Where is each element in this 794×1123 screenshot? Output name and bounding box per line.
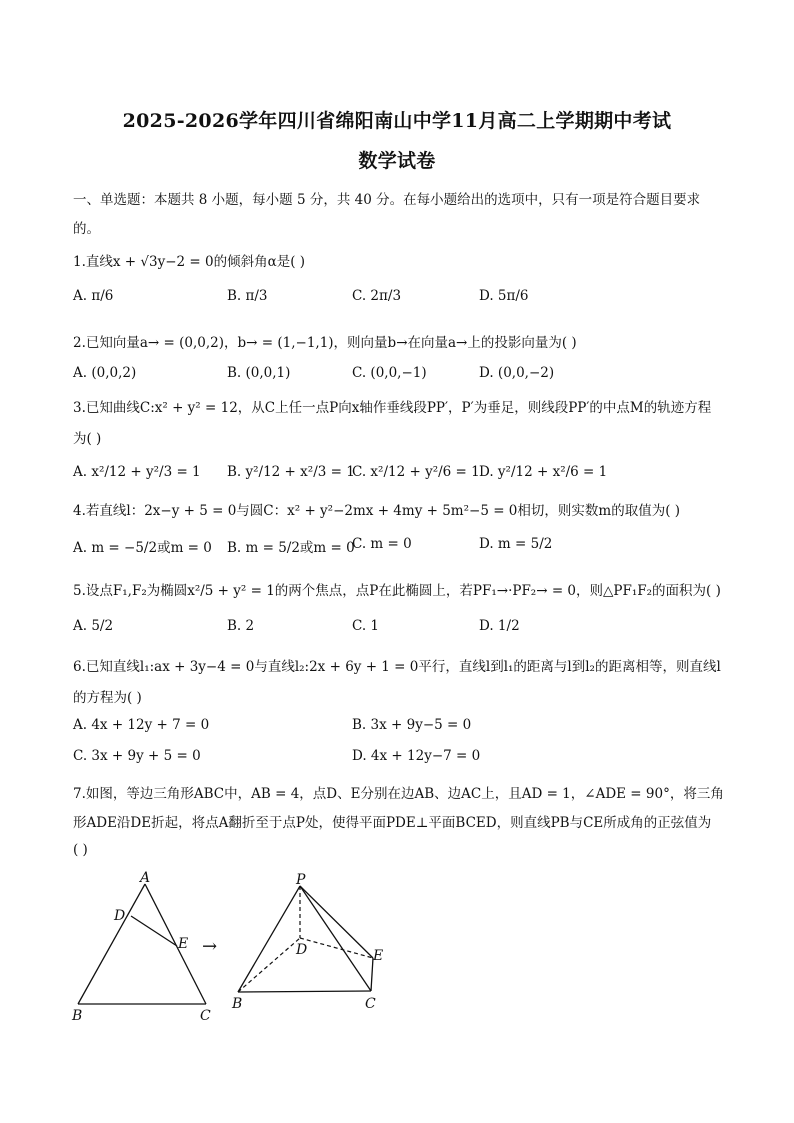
question-3-option-b: B. y²/12 + x²/3 = 1: [227, 464, 355, 480]
label-c-pyramid: C: [365, 996, 376, 1012]
question-6-option-a: A. 4x + 12y + 7 = 0: [73, 717, 210, 733]
question-6-option-c: C. 3x + 9y + 5 = 0: [73, 748, 201, 764]
question-3-option-c: C. x²/12 + y²/6 = 1: [352, 464, 480, 480]
question-7-stem-line2: 形ADE沿DE折起，将点A翻折至于点P处，使得平面PDE⊥平面BCED，则直线PB与CE所成角的正弦值为: [73, 815, 712, 831]
question-7-stem-line1: 7.如图，等边三角形ABC中，AB = 4，点D、E分别在边AB、边AC上，且AD = 1，∠ADE = 90°，将三角: [73, 786, 724, 802]
label-p: P: [296, 872, 306, 888]
question-2-stem: 2.已知向量a→ = (0,0,2)，b→ = (1,−1,1)，则向量b→在向量a→上的投影向量为( ): [73, 335, 577, 351]
question-6-stem-line2: 的方程为( ): [73, 690, 142, 706]
label-a: A: [140, 870, 151, 886]
question-2-option-d: D. (0,0,−2): [479, 365, 555, 381]
question-4-option-c: C. m = 0: [352, 536, 412, 552]
question-1-option-b: B. π/3: [227, 288, 268, 304]
label-b-pyramid: B: [232, 996, 243, 1012]
question-7-stem-line3: ( ): [73, 842, 88, 858]
edge-ac: [145, 884, 206, 1004]
section-heading-line2: 的。: [73, 221, 100, 237]
edge-ab: [78, 884, 145, 1004]
question-5-option-c: C. 1: [352, 618, 380, 634]
question-6-option-b: B. 3x + 9y−5 = 0: [352, 717, 472, 733]
left-triangle-diagram: [71, 870, 211, 1024]
section-heading-line1: 一、单选题：本题共 8 小题，每小题 5 分，共 40 分。在每小题给出的选项中，只有一项是符合题目要求: [73, 192, 701, 208]
right-pyramid-diagram: [231, 872, 383, 1012]
question-4-stem: 4.若直线l：2x−y + 5 = 0与圆C：x² + y²−2mx + 4my + 5m²−5 = 0相切，则实数m的取值为( ): [73, 503, 681, 519]
question-6-stem-line1: 6.已知直线l₁:ax + 3y−4 = 0与直线l₂:2x + 6y + 1 = 0平行，直线l到l₁的距离与l到l₂的距离相等，则直线l: [73, 659, 721, 675]
label-d-pyramid: D: [296, 942, 308, 958]
edge-pe: [300, 886, 373, 958]
question-5-option-a: A. 5/2: [73, 618, 114, 634]
question-3-option-a: A. x²/12 + y²/3 = 1: [73, 464, 201, 480]
question-3-stem-line1: 3.已知曲线C:x² + y² = 12，从C上任一点P向x轴作垂线段PP′，P′为垂足，则线段PP′的中点M的轨迹方程: [73, 400, 712, 416]
question-4-option-a: A. m = −5/2或m = 0: [73, 540, 212, 556]
question-6-option-d: D. 4x + 12y−7 = 0: [352, 748, 481, 764]
question-2-option-c: C. (0,0,−1): [352, 365, 427, 381]
question-3-option-d: D. y²/12 + x²/6 = 1: [479, 464, 608, 480]
question-5-option-d: D. 1/2: [479, 618, 520, 634]
question-1-option-d: D. 5π/6: [479, 288, 529, 304]
edge-pc: [300, 886, 371, 991]
edge-de: [131, 916, 177, 946]
question-3-stem-line2: 为( ): [73, 431, 102, 447]
label-c: C: [200, 1008, 211, 1024]
question-1-option-a: A. π/6: [73, 288, 114, 304]
question-1-stem: 1.直线x + √3y−2 = 0的倾斜角α是( ): [73, 254, 306, 270]
edge-pb: [238, 886, 300, 992]
label-e: E: [178, 936, 189, 952]
question-2-option-a: A. (0,0,2): [73, 365, 137, 381]
label-e-pyramid: E: [373, 948, 384, 964]
edge-bd: [238, 938, 300, 992]
label-b: B: [72, 1008, 83, 1024]
exam-subtitle: 数学试卷: [358, 150, 436, 172]
question-5-option-b: B. 2: [227, 618, 255, 634]
edge-bc-pyramid: [238, 991, 371, 992]
question-2-option-b: B. (0,0,1): [227, 365, 291, 381]
question-5-stem: 5.设点F₁,F₂为椭圆x²/5 + y² = 1的两个焦点，点P在此椭圆上，若PF₁→·PF₂→ = 0，则△PF₁F₂的面积为( ): [73, 583, 721, 599]
exam-title: 2025-2026学年四川省绵阳南山中学11月高二上学期期中考试: [122, 110, 672, 132]
question-4-option-b: B. m = 5/2或m = 0: [227, 540, 355, 556]
arrow-icon: →: [202, 936, 218, 957]
folding-triangle-figure: [60, 870, 400, 1030]
label-d: D: [114, 908, 126, 924]
question-1-option-c: C. 2π/3: [352, 288, 402, 304]
question-4-option-d: D. m = 5/2: [479, 536, 553, 552]
